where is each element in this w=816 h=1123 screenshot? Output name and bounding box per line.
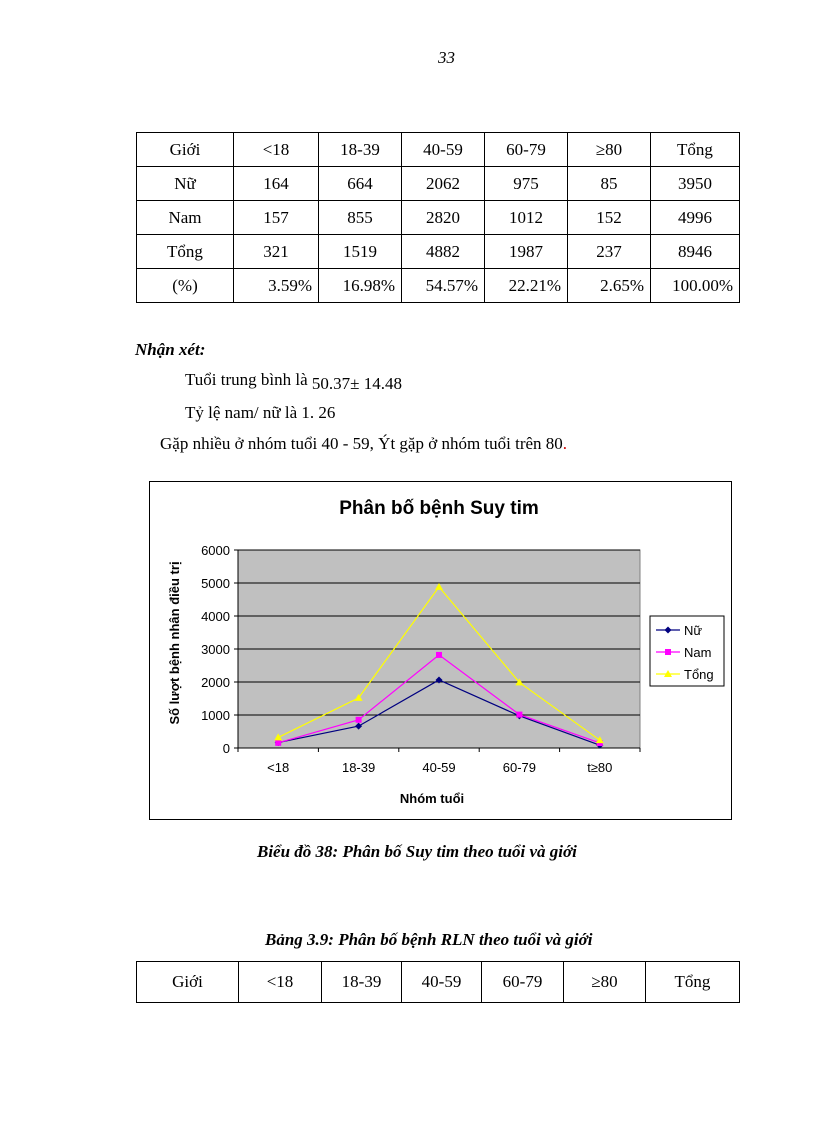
data-point [516, 712, 522, 718]
y-tick-label: 2000 [201, 675, 230, 690]
line-chart [149, 481, 732, 820]
y-axis-title: Số lượt bệnh nhân điều trị [167, 561, 182, 725]
table-cell: Tổng [137, 235, 234, 269]
finding-line [160, 434, 567, 454]
table-cell: 664 [319, 167, 402, 201]
table-header-cell: 18-39 [322, 962, 402, 1003]
notes-heading: Nhận xét: [135, 340, 206, 359]
age-gender-table [136, 132, 740, 303]
table-cell: 85 [568, 167, 651, 201]
rln-table [136, 961, 740, 1003]
table-cell: 157 [234, 201, 319, 235]
chart-title: Phân bố bệnh Suy tim [339, 498, 539, 519]
table-cell: 237 [568, 235, 651, 269]
table-header-cell: ≥80 [568, 133, 651, 167]
table-header-cell: Tổng [651, 133, 740, 167]
chart-caption: Biểu đồ 38: Phân bố Suy tim theo tuổi và giới [257, 842, 577, 861]
table-cell: 164 [234, 167, 319, 201]
table-cell: 3.59% [234, 269, 319, 303]
table-header-cell: Giới [137, 133, 234, 167]
table-cell: Nam [137, 201, 234, 235]
table-cell: Nữ [137, 167, 234, 201]
y-tick-label: 1000 [201, 708, 230, 723]
legend [650, 616, 724, 686]
table-header-cell: <18 [234, 133, 319, 167]
table-row [137, 167, 740, 201]
data-point [665, 649, 671, 655]
legend-label: Nữ [684, 623, 703, 638]
y-tick-label: 5000 [201, 576, 230, 591]
finding-period: . [562, 434, 568, 453]
x-axis-title: Nhóm tuổi [399, 791, 465, 806]
table-header-cell: Giới [137, 962, 239, 1003]
table-cell: 321 [234, 235, 319, 269]
table-cell: 4996 [651, 201, 740, 235]
table-cell: 3950 [651, 167, 740, 201]
table-cell: 2820 [402, 201, 485, 235]
table-header-cell: <18 [239, 962, 322, 1003]
table-header-cell: 40-59 [402, 962, 482, 1003]
y-tick-label: 6000 [201, 543, 230, 558]
table-cell: 100.00% [651, 269, 740, 303]
y-tick-label: 0 [222, 741, 230, 756]
mean-age-label: Tuổi trung bình là [185, 370, 308, 389]
table-cell: 54.57% [402, 269, 485, 303]
table-cell: 152 [568, 201, 651, 235]
x-tick-label: t≥80 [587, 760, 613, 775]
y-tick-label: 3000 [201, 642, 230, 657]
data-point [356, 717, 362, 723]
table-row [137, 269, 740, 303]
data-point [275, 740, 281, 746]
table-row [137, 235, 740, 269]
x-tick-label: 18-39 [341, 760, 376, 775]
table-cell: 8946 [651, 235, 740, 269]
table-cell: 1012 [485, 201, 568, 235]
legend-label: Nam [684, 645, 712, 660]
page-number: 33 [438, 48, 455, 67]
x-tick-label: 40-59 [422, 760, 456, 775]
table2-caption: Bảng 3.9: Phân bố bệnh RLN theo tuổi và giới [265, 930, 593, 949]
table-cell: 4882 [402, 235, 485, 269]
table-cell: 855 [319, 201, 402, 235]
table-header-cell: 60-79 [485, 133, 568, 167]
table-header-cell: 18-39 [319, 133, 402, 167]
ratio-line: Tỷ lệ nam/ nữ là 1. 26 [185, 403, 336, 422]
table-cell: 1987 [485, 235, 568, 269]
table-cell: 22.21% [485, 269, 568, 303]
x-tick-label: 60-79 [502, 760, 537, 775]
chart-svg [150, 482, 731, 819]
table-header-cell: ≥80 [564, 962, 646, 1003]
table-row [137, 201, 740, 235]
table-cell: 2.65% [568, 269, 651, 303]
table-header-row [137, 962, 740, 1003]
table-cell: (%) [137, 269, 234, 303]
table-header-row [137, 133, 740, 167]
data-point [436, 652, 442, 658]
table-header-cell: Tổng [646, 962, 740, 1003]
finding-text: Gặp nhiều ở nhóm tuổi 40 - 59, Ýt gặp ở nhóm tuổi trên 80 [160, 434, 563, 453]
mean-age-value: 50.37± 14.48 [311, 374, 402, 393]
table-header-cell: 60-79 [482, 962, 564, 1003]
y-tick-label: 4000 [201, 609, 230, 624]
x-tick-label: <18 [267, 760, 290, 775]
table-cell: 975 [485, 167, 568, 201]
table-header-cell: 40-59 [402, 133, 485, 167]
table-cell: 1519 [319, 235, 402, 269]
table-cell: 2062 [402, 167, 485, 201]
mean-age-line [185, 370, 402, 393]
table-cell: 16.98% [319, 269, 402, 303]
legend-label: Tổng [684, 667, 714, 682]
